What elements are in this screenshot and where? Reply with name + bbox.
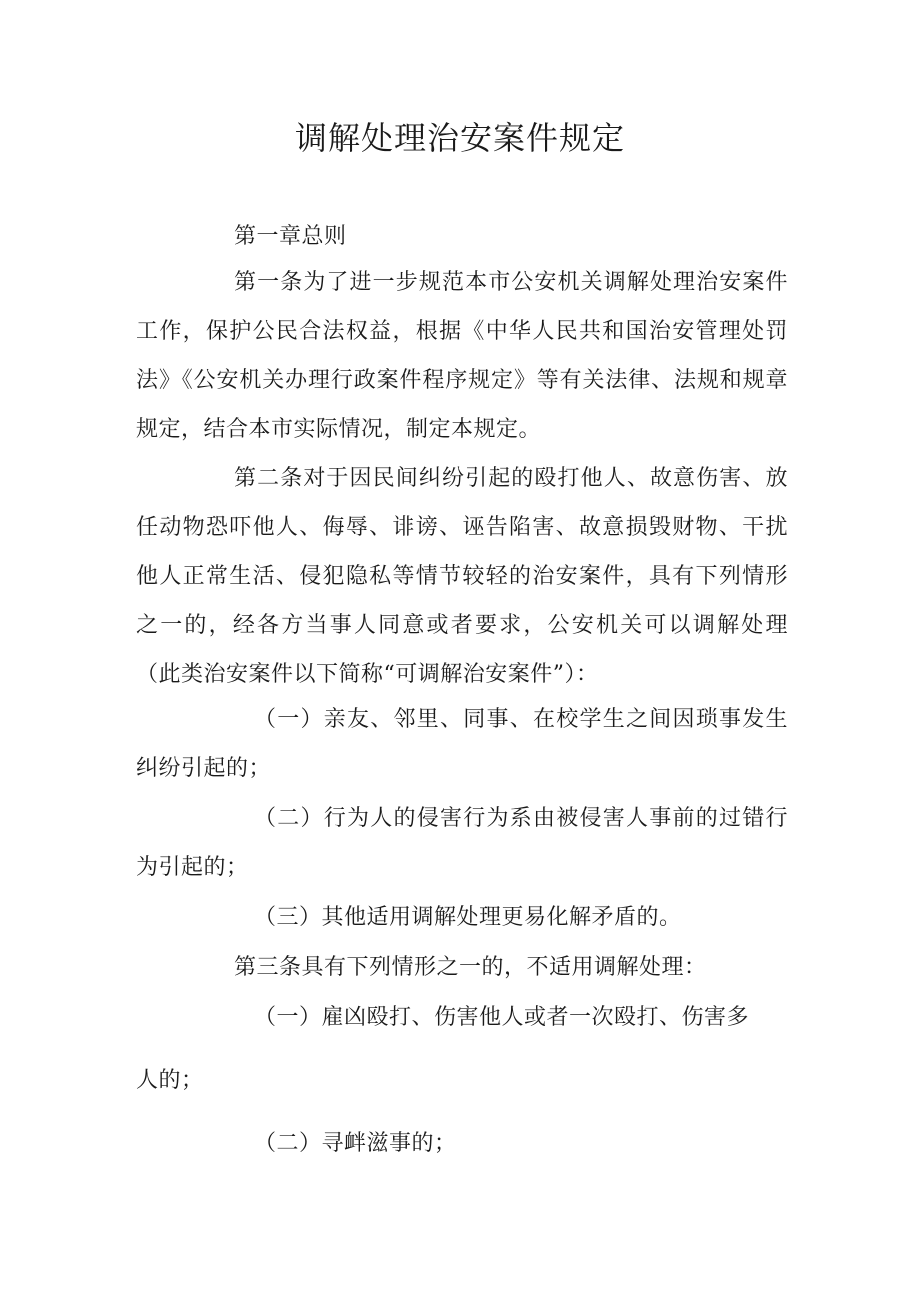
document-title: 调解处理治安案件规定	[294, 119, 625, 157]
article-2-item-1: （一）亲友、邻里、同事、在校学生之间因琐事发生纠纷引起的；	[136, 707, 788, 781]
article-3-item-1: （一）雇凶殴打、伤害他人或者一次殴打、伤害多	[254, 1005, 750, 1030]
article-3-item-1-continued: 人的；	[136, 1068, 204, 1093]
article-1: 第一条为了进一步规范本市公安机关调解处理治安案件工作，保护公民合法权益，根据《中华人民共和国治安管理处罚法》《公安机关办理行政案件程序规定》等有关法律、法规和规章规定，结合本市实际情况，制定本规定。	[136, 270, 788, 442]
article-3-item-2: （二）寻衅滋事的；	[254, 1131, 457, 1156]
article-2-item-3: （三）其他适用调解处理更易化解矛盾的。	[254, 905, 682, 930]
article-2: 第二条对于因民间纠纷引起的殴打他人、故意伤害、放任动物恐吓他人、侮辱、诽谤、诬告陷害、故意损毁财物、干扰他人正常生活、侵犯隐私等情节较轻的治安案件，具有下列情形之一的，经各方当事人同意或者要求，公安机关可以调解处理（此类治安案件以下简称“可调解治安案件”）：	[136, 466, 788, 687]
article-3: 第三条具有下列情形之一的，不适用调解处理：	[234, 955, 707, 980]
chapter-heading: 第一章总则	[234, 224, 347, 249]
article-2-item-2: （二）行为人的侵害行为系由被侵害人事前的过错行为引起的；	[136, 806, 788, 880]
